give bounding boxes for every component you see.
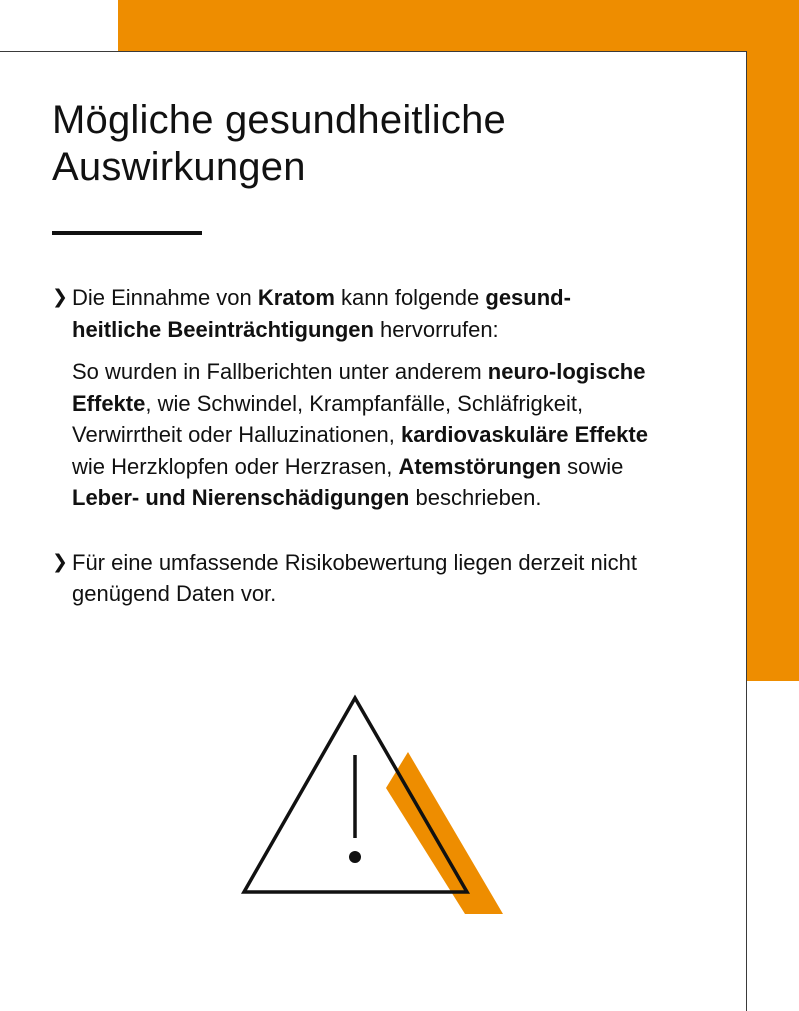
title-underline <box>52 231 202 235</box>
detail-bold-2: kardiovaskuläre Effekte <box>400 422 648 447</box>
detail-text-5: beschrieben. <box>409 485 542 510</box>
title-line-1: Mögliche gesundheitliche <box>52 98 506 142</box>
bullet-data-text: Für eine umfassende Risikobewertung liegen derzeit nicht genügend Daten vor. <box>72 549 637 606</box>
warning-accent-shape <box>386 752 503 914</box>
warning-triangle-icon <box>238 692 506 916</box>
intro-text-2: kann folgende <box>334 285 486 310</box>
intro-bold-1: Kratom <box>257 285 335 310</box>
detail-text-4: sowie <box>561 453 624 479</box>
detail-bold-1: neuro-logische Effekte <box>72 359 646 416</box>
detail-bold-3: Atemstörungen <box>398 453 562 479</box>
page-title <box>52 97 692 191</box>
title-line-2: Auswirkungen <box>52 145 306 189</box>
bullet-item-data <box>52 547 652 610</box>
bullet-item-effects <box>52 282 652 514</box>
detail-text-2: , wie Schwindel, Krampfanfälle, Schläfrigkeit, Verwirrtheit oder Halluzinationen, <box>72 390 584 447</box>
detail-text-1: So wurden in Fallberichten unter anderem <box>72 359 488 384</box>
detail-bold-4: Leber- und Nierenschädigungen <box>72 485 410 510</box>
bullet-list <box>52 282 652 610</box>
intro-text-1: Die Einnahme von <box>72 285 258 310</box>
chevron-right-icon: ❯ <box>52 287 68 308</box>
intro-text-3: hervorrufen: <box>373 316 499 342</box>
bullet-intro-text <box>72 282 652 345</box>
exclamation-dot <box>349 851 361 863</box>
chevron-right-icon: ❯ <box>52 551 68 573</box>
intro-bold-2: gesund-heitliche Beeinträchtigungen <box>72 285 571 342</box>
detail-text-3: wie Herzklopfen oder Herzrasen, <box>72 453 399 479</box>
bullet-detail-text <box>72 356 652 514</box>
